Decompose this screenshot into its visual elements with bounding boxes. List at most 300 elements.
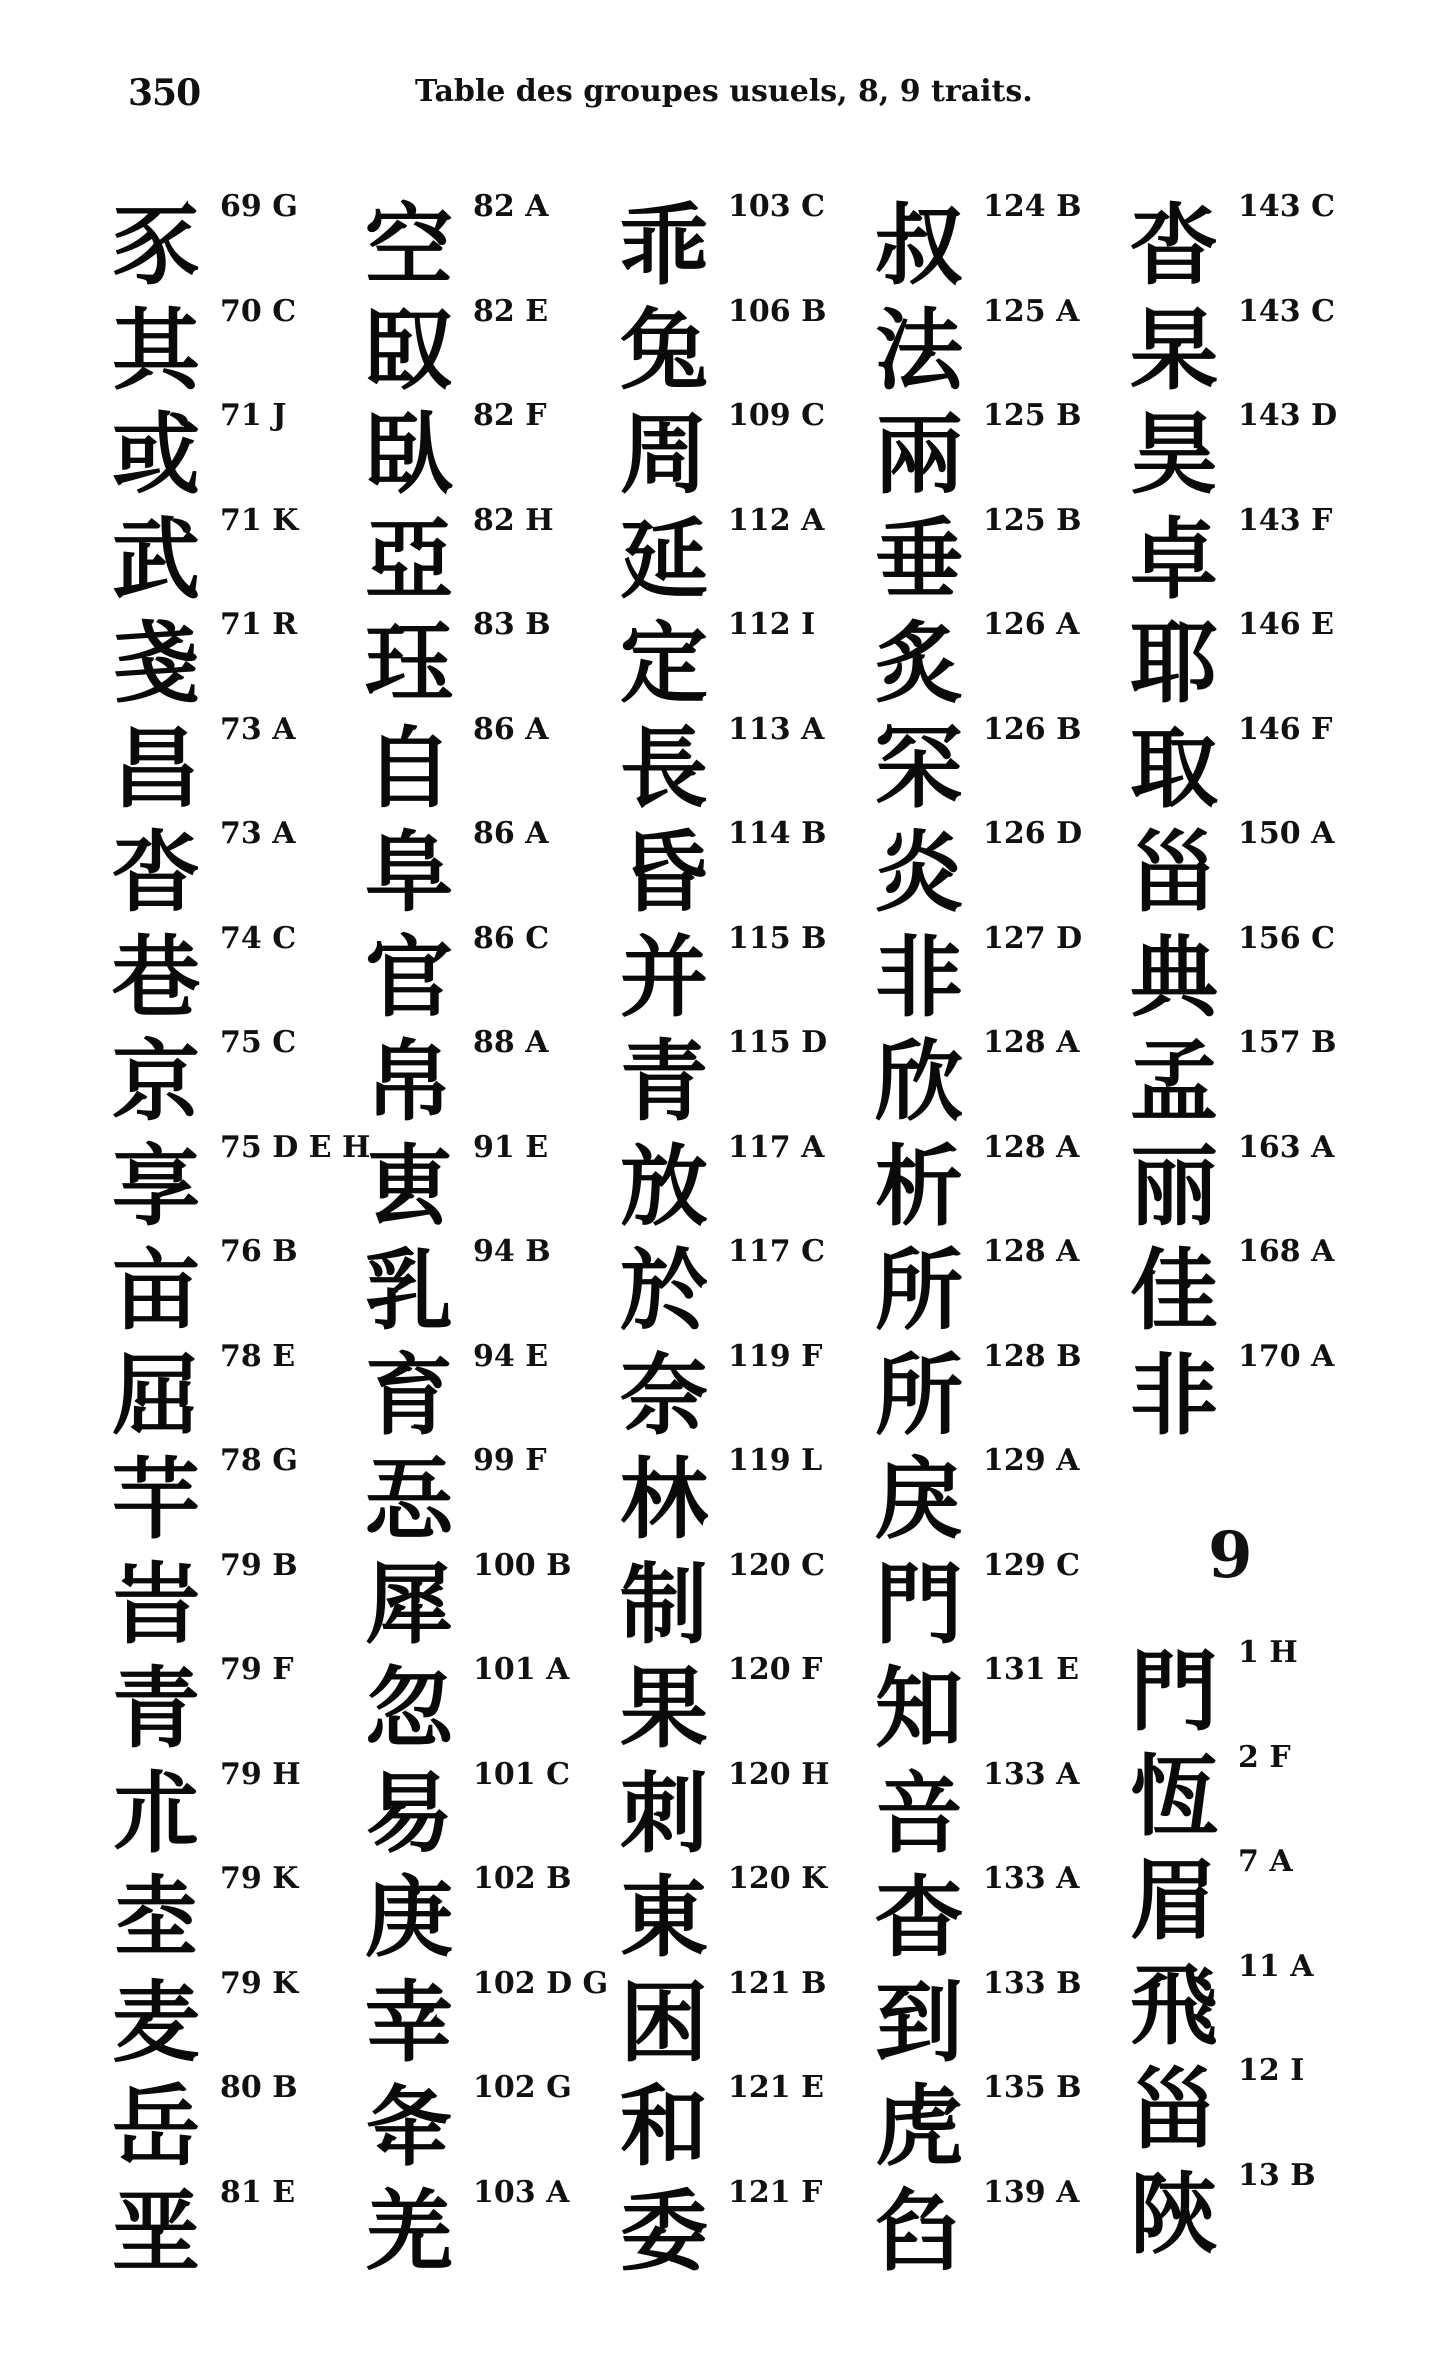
- character-glyph: 罙: [875, 716, 964, 820]
- character-glyph: 和: [620, 2075, 709, 2178]
- reference-label: 80 B: [220, 2070, 298, 2105]
- character-glyph: 門: [875, 1552, 964, 1656]
- character-glyph: 欣: [875, 1030, 964, 1133]
- reference-label: 71 J: [220, 398, 287, 433]
- character-entry: [112, 1862, 372, 1967]
- character-glyph: 空: [365, 194, 454, 297]
- character-entry: [620, 713, 880, 818]
- character-entry: [112, 1549, 372, 1654]
- character-entry: [112, 1967, 372, 2072]
- reference-label: 120 F: [728, 1652, 823, 1687]
- character-glyph: 或: [112, 403, 201, 506]
- character-entry: [1130, 817, 1390, 922]
- reference-label: 112 A: [728, 502, 825, 538]
- character-entry: [875, 2071, 1135, 2176]
- character-glyph: 垩: [112, 2179, 201, 2283]
- character-glyph: 臽: [875, 2179, 964, 2283]
- character-entry: [1130, 504, 1390, 609]
- character-entry: [620, 1444, 880, 1549]
- character-entry: [620, 1131, 880, 1236]
- reference-label: 1 H: [1238, 1635, 1298, 1670]
- character-entry: [875, 713, 1135, 818]
- reference-label: 170 A: [1238, 1338, 1335, 1374]
- character-glyph: 昏: [620, 821, 709, 924]
- reference-label: 131 E: [983, 1652, 1079, 1687]
- reference-label: 120 H: [728, 1756, 830, 1792]
- character-entry: [112, 1131, 372, 1236]
- character-glyph: 卓: [1130, 507, 1219, 611]
- reference-label: 82 A: [473, 189, 549, 224]
- character-entry: [365, 1758, 625, 1863]
- character-entry: [1130, 1235, 1390, 1340]
- character-glyph: 飛: [1130, 1953, 1219, 2057]
- reference-label: 12 I: [1238, 2053, 1305, 2088]
- character-glyph: 乳: [365, 1239, 454, 1342]
- reference-label: 117 C: [728, 1234, 825, 1269]
- reference-label: 115 D: [728, 1025, 828, 1060]
- character-entry: [620, 922, 880, 1027]
- reference-label: 81 E: [220, 2174, 296, 2210]
- reference-label: 100 B: [473, 1547, 572, 1583]
- reference-label: 75 D E H: [220, 1129, 371, 1165]
- character-entry: [112, 504, 372, 609]
- reference-label: 133 A: [983, 1861, 1080, 1896]
- reference-label: 143 C: [1238, 293, 1335, 329]
- reference-label: 133 A: [983, 1756, 1080, 1792]
- character-entry: [1130, 1950, 1390, 2055]
- character-glyph: 享: [112, 1134, 201, 1238]
- reference-label: 150 A: [1238, 816, 1335, 851]
- character-entry: [875, 608, 1135, 713]
- reference-label: 143 D: [1238, 398, 1338, 433]
- character-entry: [365, 1340, 625, 1445]
- character-entry: [112, 1235, 372, 1340]
- column-4: [875, 189, 1135, 2283]
- character-glyph: 咅: [875, 1761, 964, 1865]
- character-glyph: 帛: [365, 1030, 454, 1133]
- character-entry: [1130, 1845, 1390, 1950]
- reference-label: 128 A: [983, 1129, 1080, 1165]
- reference-label: 78 G: [220, 1443, 298, 1478]
- character-glyph: 叔: [875, 194, 964, 297]
- character-entry: [620, 1758, 880, 1863]
- reference-label: 71 K: [220, 502, 299, 538]
- character-entry: [365, 1653, 625, 1758]
- reference-label: 76 B: [220, 1234, 298, 1269]
- character-entry: [1130, 1636, 1390, 1741]
- character-entry: [112, 2176, 372, 2281]
- column-2: [365, 189, 625, 2283]
- character-entry: [1130, 608, 1390, 713]
- reference-label: 163 A: [1238, 1129, 1335, 1165]
- reference-label: 127 D: [983, 920, 1083, 956]
- character-glyph: 丽: [1130, 1134, 1219, 1238]
- character-glyph: 沓: [112, 821, 201, 924]
- reference-label: 119 L: [728, 1443, 823, 1478]
- reference-label: 143 F: [1238, 502, 1333, 538]
- reference-label: 79 K: [220, 1861, 299, 1896]
- reference-label: 124 B: [983, 189, 1082, 224]
- character-entry: [365, 922, 625, 1027]
- character-glyph: 於: [620, 1239, 709, 1342]
- reference-label: 99 F: [473, 1443, 547, 1478]
- character-entry: [1130, 1340, 1390, 1445]
- character-entry: [112, 399, 372, 504]
- character-glyph: 非: [1130, 1343, 1219, 1447]
- character-glyph: 并: [620, 925, 709, 1029]
- section-9-heading: 9: [1208, 1518, 1253, 1593]
- character-entry: [365, 1444, 625, 1549]
- character-glyph: 其: [112, 298, 201, 402]
- character-entry: [1130, 713, 1390, 818]
- character-glyph: 育: [365, 1343, 454, 1447]
- character-glyph: 延: [620, 507, 709, 611]
- character-glyph: 陝: [1130, 2162, 1219, 2266]
- character-glyph: 自: [365, 716, 454, 820]
- character-glyph: 忽: [365, 1657, 454, 1760]
- reference-label: 143 C: [1238, 189, 1335, 224]
- reference-label: 7 A: [1238, 1844, 1293, 1879]
- character-glyph: 忢: [365, 1448, 454, 1551]
- character-entry: [112, 1444, 372, 1549]
- character-glyph: 放: [620, 1134, 709, 1238]
- character-entry: [365, 2176, 625, 2281]
- reference-label: 79 H: [220, 1756, 301, 1792]
- reference-label: 79 K: [220, 1965, 299, 2001]
- character-glyph: 朮: [112, 1761, 201, 1865]
- character-glyph: 所: [875, 1343, 964, 1447]
- character-glyph: 庚: [365, 1866, 454, 1969]
- reference-label: 11 A: [1238, 1948, 1314, 1984]
- reference-label: 102 D G: [473, 1965, 609, 2001]
- character-glyph: 巷: [112, 925, 201, 1029]
- character-glyph: 坴: [112, 1866, 201, 1969]
- reference-label: 86 A: [473, 816, 549, 851]
- character-entry: [1130, 399, 1390, 504]
- character-glyph: 京: [112, 1030, 201, 1133]
- reference-label: 103 C: [728, 189, 825, 224]
- character-entry: [112, 922, 372, 1027]
- reference-label: 86 A: [473, 711, 549, 747]
- character-glyph: 昌: [112, 716, 201, 820]
- character-glyph: 易: [365, 1761, 454, 1865]
- character-entry: [875, 1653, 1135, 1758]
- character-glyph: 珏: [365, 612, 454, 715]
- character-entry: [875, 922, 1135, 1027]
- character-entry: [875, 504, 1135, 609]
- reference-label: 121 B: [728, 1965, 827, 2001]
- character-glyph: 炎: [875, 821, 964, 924]
- character-glyph: 武: [112, 507, 201, 611]
- reference-label: 133 B: [983, 1965, 1082, 2001]
- reference-label: 83 B: [473, 607, 551, 642]
- reference-label: 71 R: [220, 607, 298, 642]
- character-entry: [112, 713, 372, 818]
- character-entry: [112, 1026, 372, 1131]
- reference-label: 156 C: [1238, 920, 1335, 956]
- character-entry: [365, 817, 625, 922]
- character-entry: [620, 1235, 880, 1340]
- reference-label: 74 C: [220, 920, 297, 956]
- character-entry: [1130, 1741, 1390, 1846]
- reference-label: 126 B: [983, 711, 1082, 747]
- reference-label: 75 C: [220, 1025, 297, 1060]
- reference-label: 73 A: [220, 711, 296, 747]
- reference-label: 79 F: [220, 1652, 294, 1687]
- character-glyph: 取: [1130, 716, 1219, 820]
- reference-label: 146 E: [1238, 607, 1334, 642]
- reference-label: 82 F: [473, 398, 547, 433]
- character-entry: [365, 1549, 625, 1654]
- character-entry: [620, 399, 880, 504]
- reference-label: 88 A: [473, 1025, 549, 1060]
- character-entry: [620, 2071, 880, 2176]
- character-glyph: 析: [875, 1134, 964, 1238]
- character-glyph: 旹: [112, 1552, 201, 1656]
- character-glyph: 岳: [112, 2075, 201, 2178]
- character-glyph: 耶: [1130, 612, 1219, 715]
- character-glyph: 官: [365, 925, 454, 1029]
- character-entry: [1130, 922, 1390, 1027]
- reference-label: 128 A: [983, 1025, 1080, 1060]
- character-entry: [620, 504, 880, 609]
- reference-label: 102 B: [473, 1861, 572, 1896]
- character-glyph: 所: [875, 1239, 964, 1342]
- character-entry: [1130, 190, 1390, 295]
- character-glyph: 法: [875, 298, 964, 402]
- reference-label: 70 C: [220, 293, 297, 329]
- character-glyph: 兩: [875, 403, 964, 506]
- character-entry: [620, 1340, 880, 1445]
- reference-label: 94 E: [473, 1338, 549, 1374]
- reference-label: 2 F: [1238, 1739, 1291, 1775]
- character-entry: [365, 1131, 625, 1236]
- character-entry: [365, 1862, 625, 1967]
- character-glyph: 甾: [1130, 2058, 1219, 2161]
- character-glyph: 刺: [620, 1761, 709, 1865]
- character-glyph: 林: [620, 1448, 709, 1551]
- reference-label: 78 E: [220, 1338, 296, 1374]
- reference-label: 120 C: [728, 1547, 825, 1583]
- reference-label: 119 F: [728, 1338, 823, 1374]
- character-glyph: 門: [1130, 1640, 1219, 1743]
- character-glyph: 昊: [1130, 403, 1219, 506]
- character-glyph: 阜: [365, 821, 454, 924]
- reference-label: 86 C: [473, 920, 550, 956]
- character-glyph: 青: [620, 1030, 709, 1133]
- character-entry: [875, 1862, 1135, 1967]
- character-entry: [1130, 295, 1390, 400]
- section-9-column: [1130, 1635, 1390, 2266]
- character-entry: [365, 190, 625, 295]
- character-glyph: 佳: [1130, 1239, 1219, 1342]
- character-entry: [620, 817, 880, 922]
- reference-label: 128 B: [983, 1338, 1082, 1374]
- character-entry: [875, 1549, 1135, 1654]
- page-title: Table des groupes usuels, 8, 9 traits.: [415, 74, 1033, 109]
- character-entry: [875, 817, 1135, 922]
- character-glyph: 杳: [875, 1866, 964, 1969]
- reference-label: 82 E: [473, 293, 549, 329]
- character-entry: [365, 713, 625, 818]
- character-entry: [875, 1131, 1135, 1236]
- character-glyph: 炙: [875, 612, 964, 715]
- reference-label: 139 A: [983, 2174, 1080, 2210]
- reference-label: 128 A: [983, 1234, 1080, 1269]
- reference-label: 126 D: [983, 816, 1083, 851]
- character-entry: [1130, 2054, 1390, 2159]
- reference-label: 115 B: [728, 920, 827, 956]
- character-entry: [365, 2071, 625, 2176]
- character-entry: [112, 817, 372, 922]
- character-entry: [112, 2071, 372, 2176]
- character-glyph: 芉: [112, 1448, 201, 1551]
- character-glyph: 青: [112, 1657, 201, 1760]
- character-entry: [112, 190, 372, 295]
- character-glyph: 兔: [620, 298, 709, 402]
- reference-label: 125 A: [983, 293, 1080, 329]
- character-glyph: 非: [875, 925, 964, 1029]
- character-entry: [620, 2176, 880, 2281]
- reference-label: 73 A: [220, 816, 296, 851]
- character-glyph: 果: [620, 1657, 709, 1760]
- character-glyph: 豕: [112, 194, 201, 297]
- character-entry: [1130, 1131, 1390, 1236]
- character-entry: [112, 608, 372, 713]
- character-glyph: 典: [1130, 925, 1219, 1029]
- character-entry: [365, 1235, 625, 1340]
- reference-label: 94 B: [473, 1234, 551, 1269]
- character-glyph: 定: [620, 612, 709, 715]
- character-glyph: 戔: [112, 612, 201, 715]
- character-glyph: 委: [620, 2179, 709, 2283]
- character-entry: [620, 1549, 880, 1654]
- character-glyph: 乖: [620, 194, 709, 297]
- character-entry: [875, 190, 1135, 295]
- character-glyph: 甾: [1130, 821, 1219, 924]
- character-glyph: 亩: [112, 1239, 201, 1342]
- reference-label: 126 A: [983, 607, 1080, 642]
- character-entry: [1130, 2159, 1390, 2264]
- reference-label: 101 C: [473, 1756, 570, 1792]
- character-glyph: 眉: [1130, 1849, 1219, 1952]
- character-glyph: 孟: [1130, 1030, 1219, 1133]
- character-glyph: 知: [875, 1657, 964, 1760]
- character-glyph: 臥: [365, 403, 454, 506]
- character-entry: [875, 1026, 1135, 1131]
- character-entry: [365, 1026, 625, 1131]
- character-glyph: 到: [875, 1970, 964, 2074]
- reference-label: 113 A: [728, 711, 825, 747]
- reference-label: 125 B: [983, 398, 1082, 433]
- character-entry: [620, 1967, 880, 2072]
- reference-label: 106 B: [728, 293, 827, 329]
- character-glyph: 東: [620, 1866, 709, 1969]
- reference-label: 120 K: [728, 1861, 828, 1896]
- character-entry: [1130, 1026, 1390, 1131]
- character-glyph: 戾: [875, 1448, 964, 1551]
- character-entry: [620, 295, 880, 400]
- reference-label: 114 B: [728, 816, 827, 851]
- character-glyph: 幸: [365, 1970, 454, 2074]
- character-glyph: 臤: [365, 298, 454, 402]
- character-glyph: 夅: [365, 2075, 454, 2178]
- reference-label: 125 B: [983, 502, 1082, 538]
- character-glyph: 麦: [112, 1970, 201, 2074]
- reference-label: 101 A: [473, 1652, 570, 1687]
- character-glyph: 沓: [1130, 194, 1219, 297]
- character-entry: [365, 295, 625, 400]
- reference-label: 82 H: [473, 502, 554, 538]
- reference-label: 103 A: [473, 2174, 570, 2210]
- character-entry: [365, 399, 625, 504]
- reference-label: 117 A: [728, 1129, 825, 1165]
- character-entry: [112, 1340, 372, 1445]
- reference-label: 157 B: [1238, 1025, 1337, 1060]
- reference-label: 129 C: [983, 1547, 1080, 1583]
- character-glyph: 叀: [365, 1134, 454, 1238]
- character-glyph: 困: [620, 1970, 709, 2074]
- character-glyph: 犀: [365, 1552, 454, 1656]
- reference-label: 102 G: [473, 2070, 572, 2105]
- character-glyph: 虎: [875, 2075, 964, 2178]
- character-glyph: 亞: [365, 507, 454, 611]
- character-glyph: 周: [620, 403, 709, 506]
- reference-label: 135 B: [983, 2070, 1082, 2105]
- column-3: [620, 189, 880, 2283]
- character-entry: [365, 608, 625, 713]
- character-entry: [620, 1653, 880, 1758]
- character-entry: [365, 504, 625, 609]
- character-entry: [620, 608, 880, 713]
- page-number: 350: [128, 72, 201, 114]
- reference-label: 112 I: [728, 607, 816, 642]
- character-glyph: 羌: [365, 2179, 454, 2283]
- reference-label: 121 E: [728, 2070, 824, 2105]
- character-entry: [620, 190, 880, 295]
- character-entry: [620, 1862, 880, 1967]
- character-glyph: 長: [620, 716, 709, 820]
- reference-label: 146 F: [1238, 711, 1333, 747]
- reference-label: 109 C: [728, 398, 825, 433]
- character-entry: [875, 1444, 1135, 1549]
- reference-label: 79 B: [220, 1547, 298, 1583]
- character-entry: [875, 1758, 1135, 1863]
- reference-label: 91 E: [473, 1129, 549, 1165]
- character-entry: [112, 295, 372, 400]
- character-entry: [365, 1967, 625, 2072]
- character-entry: [112, 1758, 372, 1863]
- character-entry: [875, 2176, 1135, 2281]
- column-5: [1130, 189, 1390, 1447]
- character-glyph: 恆: [1130, 1744, 1219, 1848]
- character-entry: [875, 1340, 1135, 1445]
- character-glyph: 垂: [875, 507, 964, 611]
- character-glyph: 杲: [1130, 298, 1219, 402]
- column-1: [112, 189, 372, 2283]
- character-entry: [875, 399, 1135, 504]
- reference-label: 121 F: [728, 2174, 823, 2210]
- reference-label: 168 A: [1238, 1234, 1335, 1269]
- character-entry: [620, 1026, 880, 1131]
- character-entry: [875, 1967, 1135, 2072]
- character-entry: [875, 295, 1135, 400]
- reference-label: 13 B: [1238, 2157, 1316, 2193]
- character-entry: [112, 1653, 372, 1758]
- reference-label: 129 A: [983, 1443, 1080, 1478]
- reference-label: 69 G: [220, 189, 298, 224]
- character-entry: [875, 1235, 1135, 1340]
